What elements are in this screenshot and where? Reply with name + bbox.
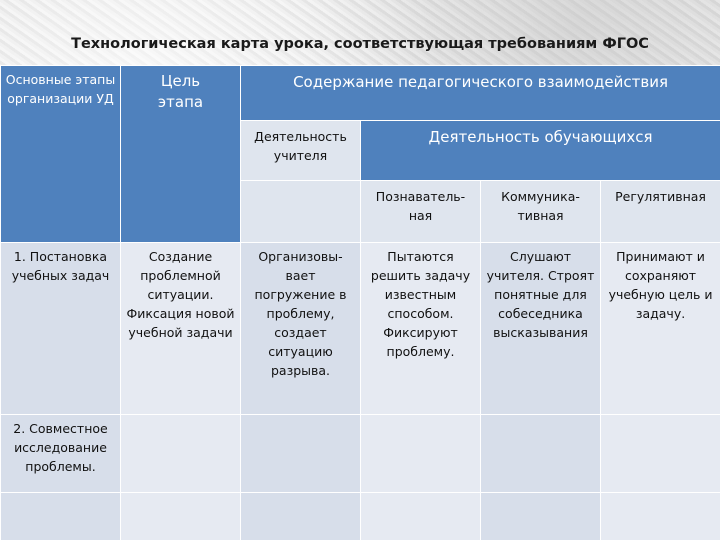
header-teacher: Деятельность учителя — [241, 121, 361, 181]
cell-teacher — [241, 415, 361, 493]
header-regulative: Регулятивная — [601, 181, 720, 243]
header-students: Деятельность обучающихся — [361, 121, 720, 181]
cell-teacher: Организовы-вает погружение в проблему, создает ситуацию разрыва. — [241, 243, 361, 415]
table-row — [1, 243, 720, 415]
cell-communicative — [481, 415, 601, 493]
cell-cognitive: Пытаются решить задачу известным способом. Фиксируют проблему. — [361, 243, 481, 415]
header-teacher-blank — [241, 181, 361, 243]
header-communicative: Коммуника-тивная — [481, 181, 601, 243]
cell-teacher — [241, 493, 361, 541]
cell-goal — [121, 493, 241, 541]
table-row — [1, 415, 720, 493]
header-cognitive: Познаватель-ная — [361, 181, 481, 243]
cell-regulative: Принимают и сохраняют учебную цель и задачу. — [601, 243, 720, 415]
header-content: Содержание педагогического взаимодействия — [241, 66, 720, 121]
cell-cognitive — [361, 493, 481, 541]
cell-communicative — [481, 493, 601, 541]
cell-regulative — [601, 415, 720, 493]
cell-regulative — [601, 493, 720, 541]
cell-goal — [121, 415, 241, 493]
cell-stage: 1. Постановка учебных задач — [1, 243, 121, 415]
cell-communicative: Слушают учителя. Строят понятные для собеседника высказывания — [481, 243, 601, 415]
cell-goal: Создание проблемной ситуации. Фиксация новой учебной задачи — [121, 243, 241, 415]
cell-stage: 2. Совместное исследование проблемы. — [1, 415, 121, 493]
page-title: Технологическая карта урока, соответствующая требованиям ФГОС — [0, 36, 720, 52]
cell-cognitive — [361, 415, 481, 493]
lesson-map-table — [0, 65, 720, 541]
table-row — [1, 493, 720, 541]
cell-stage — [1, 493, 121, 541]
header-stages: Основные этапы организации УД — [1, 66, 121, 243]
header-goal: Цель этапа — [121, 66, 241, 243]
